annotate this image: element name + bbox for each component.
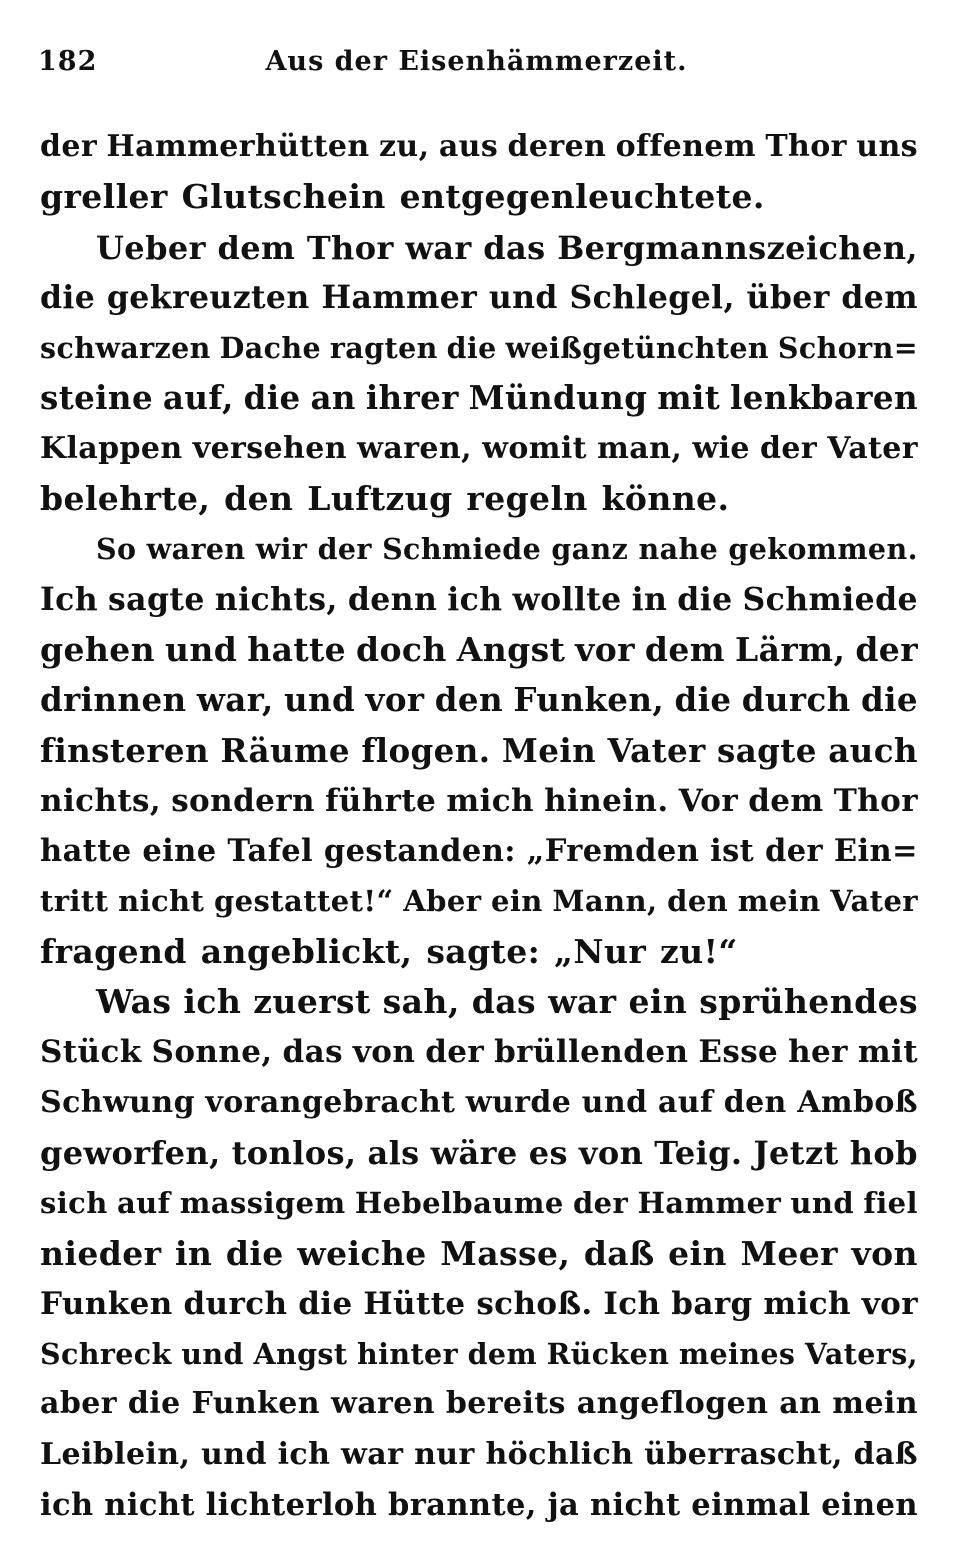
word: Schmiede <box>382 532 542 567</box>
word: in <box>631 580 668 618</box>
word: hob <box>849 1133 918 1172</box>
word: die <box>225 1233 284 1273</box>
word: Hütte <box>363 1285 466 1322</box>
word: mit <box>857 1034 918 1071</box>
text-line <box>40 273 918 323</box>
word: aber <box>40 1386 117 1422</box>
word: Vater <box>830 884 918 919</box>
word: das <box>282 1034 343 1071</box>
word: Aber <box>403 884 482 919</box>
text-line <box>40 1027 918 1077</box>
word: ich <box>277 1436 331 1472</box>
word: die <box>40 278 96 316</box>
word: der <box>317 532 372 567</box>
word: und <box>790 1186 855 1221</box>
word: tritt <box>40 884 109 919</box>
word: Was <box>96 982 172 1022</box>
word: hinein. <box>544 782 669 819</box>
word: Thor <box>306 228 394 267</box>
word: Schmiede <box>742 580 918 618</box>
word: Schorn= <box>777 331 918 366</box>
word: Mann, <box>552 884 658 919</box>
word: führte <box>325 782 437 819</box>
word: mein <box>832 1386 918 1422</box>
word: ein <box>490 884 543 919</box>
word: Angst <box>456 629 566 669</box>
word: wurde <box>465 1084 572 1120</box>
word: schoß. <box>476 1285 593 1322</box>
word: Mein <box>501 730 597 770</box>
word: nichts, <box>40 782 162 819</box>
word: doch <box>356 629 447 669</box>
word: weiche <box>297 1233 427 1273</box>
word: ihrer <box>365 378 459 418</box>
word: entgegenleuchtete. <box>399 177 765 217</box>
word: brüllenden <box>494 1034 689 1071</box>
word: sprühendes <box>699 982 918 1022</box>
word: Amboß <box>797 1084 918 1120</box>
word: den <box>667 884 729 919</box>
text-line <box>40 424 918 474</box>
word: flogen. <box>361 730 491 770</box>
word: Hebelbaume <box>354 1186 564 1221</box>
word: hatte <box>247 629 347 669</box>
word: könne. <box>601 479 730 519</box>
word: durch <box>183 1285 288 1322</box>
word: die <box>446 331 497 366</box>
word: sagte <box>108 580 205 618</box>
word: über <box>746 278 830 316</box>
word: finsteren <box>40 730 209 770</box>
word: war <box>405 228 472 267</box>
word: sah, <box>382 982 460 1022</box>
word: Esse <box>698 1034 779 1071</box>
word: Bergmannszeichen, <box>557 228 918 267</box>
page-header <box>38 46 915 86</box>
word: ja <box>547 1487 580 1524</box>
word: angeblickt, <box>200 931 413 971</box>
word: Angst <box>253 1337 348 1372</box>
word: Schreck <box>40 1337 172 1372</box>
word: daß <box>853 1436 918 1472</box>
word: Hammer <box>637 1186 782 1221</box>
word: die <box>861 680 918 720</box>
word: und <box>165 629 238 669</box>
word: weißgetünchten <box>505 331 770 366</box>
word: Vater <box>827 430 918 466</box>
word: lenkbaren <box>730 378 918 418</box>
word: und <box>488 278 558 316</box>
body-text <box>40 122 918 1530</box>
word: der <box>760 430 818 466</box>
word: der <box>572 1186 629 1221</box>
word: Schwung <box>40 1084 195 1120</box>
word: einen <box>821 1487 918 1524</box>
word: aus <box>438 129 499 164</box>
word: auf <box>657 1084 714 1120</box>
word: her <box>788 1034 848 1071</box>
word: höchlich <box>485 1436 634 1472</box>
word: Stück <box>40 1034 142 1071</box>
word: sagte <box>717 730 817 770</box>
word: belehrte, <box>40 479 211 519</box>
word: und <box>581 1084 648 1120</box>
word: „Nur <box>554 931 647 971</box>
text-line <box>40 675 918 725</box>
word: ich <box>447 580 503 618</box>
text-line <box>40 726 918 776</box>
text-line <box>40 1128 918 1178</box>
text-line <box>40 826 918 876</box>
word: greller <box>40 177 168 217</box>
word: an <box>779 1386 822 1422</box>
word: den <box>434 680 504 720</box>
word: der <box>425 1034 485 1071</box>
word: man, <box>597 430 683 466</box>
word: Lärm, <box>735 629 846 669</box>
word: auf, <box>162 378 234 418</box>
word: Luftzug <box>307 479 453 519</box>
word: womit <box>482 430 587 466</box>
word: einmal <box>691 1487 811 1524</box>
word: gekreuzten <box>106 278 310 316</box>
word: dem <box>217 228 296 267</box>
text-line <box>40 625 918 675</box>
word: vor <box>365 680 425 720</box>
word: ragten <box>329 331 438 366</box>
word: nieder <box>40 1233 162 1273</box>
word: dem <box>644 629 726 669</box>
word: hatte <box>40 833 132 870</box>
word: Rücken <box>546 1337 670 1372</box>
word: Meer <box>740 1233 838 1273</box>
word: mich <box>763 1285 851 1322</box>
word: war <box>341 1436 404 1472</box>
word: Teig. <box>654 1133 743 1172</box>
word: von <box>578 1133 644 1172</box>
word: brannte, <box>388 1487 537 1524</box>
word: durch <box>741 680 851 720</box>
word: offenem <box>615 129 756 164</box>
word: lichterloh <box>205 1487 378 1524</box>
text-line <box>40 1279 918 1329</box>
word: angeflogen <box>576 1386 769 1422</box>
word: auf <box>116 1186 171 1221</box>
word: Tafel <box>227 833 314 870</box>
word: ist <box>710 833 755 870</box>
text-line <box>40 373 918 423</box>
word: Vor <box>678 782 739 819</box>
word: nicht <box>118 884 205 919</box>
word: wie <box>692 430 750 466</box>
word: nahe <box>638 532 719 567</box>
word: wir <box>255 532 308 567</box>
word: Vater <box>607 730 706 770</box>
word: wollte <box>512 580 622 618</box>
word: zu!“ <box>660 931 738 971</box>
word: an <box>310 378 356 418</box>
word: Thor <box>765 129 847 164</box>
page-number: 182 <box>38 46 98 77</box>
word: und <box>284 680 356 720</box>
word: dem <box>841 278 918 316</box>
text-line <box>40 223 918 273</box>
word: meines <box>678 1337 796 1372</box>
text-line <box>40 1178 918 1228</box>
word: sondern <box>171 782 315 819</box>
word: die <box>677 580 733 618</box>
text-line <box>40 1379 918 1429</box>
word: auch <box>828 730 918 770</box>
word: Funken <box>40 1285 173 1322</box>
word: daß <box>583 1233 655 1273</box>
word: Vaters, <box>804 1337 918 1372</box>
word: überrascht, <box>644 1436 843 1472</box>
word: zu, <box>378 129 430 164</box>
text-line <box>40 1078 918 1128</box>
word: Ein= <box>833 833 918 870</box>
word: vor <box>575 629 635 669</box>
word: die <box>298 1285 353 1322</box>
text-line <box>40 1430 918 1480</box>
word: fiel <box>863 1186 918 1221</box>
word: schwarzen <box>40 331 211 366</box>
text-line <box>40 1480 918 1530</box>
word: sich <box>40 1186 108 1221</box>
text-line <box>40 927 918 977</box>
word: deren <box>507 129 607 164</box>
word: Hammerhütten <box>106 129 370 164</box>
word: mit <box>657 378 721 418</box>
word: Glutschein <box>181 177 386 217</box>
word: „Fremden <box>526 833 700 870</box>
text-line <box>40 575 918 625</box>
word: gestattet!“ <box>213 884 394 919</box>
word: Sonne, <box>151 1034 273 1071</box>
word: Räume <box>220 730 350 770</box>
word: gehen <box>40 629 156 669</box>
word: Ich <box>603 1285 661 1322</box>
word: dem <box>748 782 824 819</box>
word: Funken <box>191 1386 321 1422</box>
word: Ich <box>40 580 99 618</box>
word: nicht <box>589 1487 681 1524</box>
word: Hammer <box>321 278 478 316</box>
word: barg <box>671 1285 753 1322</box>
text-line <box>40 172 918 222</box>
word: die <box>127 1386 181 1422</box>
word: der <box>855 629 918 669</box>
word: nur <box>414 1436 475 1472</box>
word: Schlegel, <box>569 278 735 316</box>
word: von <box>851 1233 918 1273</box>
word: das <box>483 228 546 267</box>
word: die <box>674 680 732 720</box>
word: gestanden: <box>323 833 516 870</box>
text-line <box>40 122 918 172</box>
word: und <box>181 1337 244 1372</box>
word: uns <box>856 129 918 164</box>
word: geworfen, <box>40 1133 221 1172</box>
word: massigem <box>179 1186 346 1221</box>
word: mich <box>446 782 534 819</box>
word: ein <box>628 982 688 1022</box>
word: drinnen <box>40 680 187 720</box>
text-line <box>40 323 918 373</box>
word: Funken, <box>513 680 665 720</box>
word: den <box>224 479 294 519</box>
word: So <box>96 532 137 567</box>
word: war <box>548 982 617 1022</box>
word: nicht <box>104 1487 195 1524</box>
word: das <box>471 982 537 1022</box>
word: hinter <box>357 1337 458 1372</box>
word: ich <box>183 982 242 1022</box>
word: Leiblein, <box>40 1436 191 1472</box>
text-line <box>40 1329 918 1379</box>
word: ein <box>668 1233 727 1273</box>
word: Ueber <box>96 228 206 267</box>
word: waren, <box>357 430 472 466</box>
word: war, <box>196 680 274 720</box>
word: ich <box>40 1487 94 1524</box>
word: Jetzt <box>753 1133 839 1172</box>
word: versehen <box>192 430 347 466</box>
word: sagte: <box>426 931 541 971</box>
word: zuerst <box>253 982 371 1022</box>
word: als <box>367 1133 420 1172</box>
word: eine <box>142 833 217 870</box>
text-line <box>40 1229 918 1279</box>
word: den <box>723 1084 787 1120</box>
text-line <box>40 776 918 826</box>
word: Mündung <box>468 378 648 418</box>
word: ganz <box>551 532 629 567</box>
word: und <box>201 1436 267 1472</box>
word: Klappen <box>40 430 183 466</box>
word: fragend <box>40 931 187 971</box>
word: die <box>243 378 301 418</box>
word: es <box>528 1133 568 1172</box>
word: regeln <box>466 479 588 519</box>
word: gekommen. <box>728 532 918 567</box>
word: denn <box>347 580 438 618</box>
word: in <box>174 1233 213 1273</box>
word: mein <box>737 884 821 919</box>
word: dem <box>467 1337 537 1372</box>
text-line <box>40 876 918 926</box>
word: Thor <box>833 782 918 819</box>
text-line <box>40 977 918 1027</box>
word: waren <box>330 1386 435 1422</box>
word: vorangebracht <box>205 1084 456 1120</box>
word: waren <box>146 532 246 567</box>
word: Masse, <box>440 1233 571 1273</box>
word: vor <box>861 1285 918 1322</box>
word: Dache <box>219 331 322 366</box>
word: tonlos, <box>231 1133 357 1172</box>
text-line <box>40 474 918 524</box>
word: der <box>40 129 98 164</box>
word: bereits <box>445 1386 566 1422</box>
running-title: Aus der Eisenhämmerzeit. <box>265 46 688 77</box>
word: der <box>764 833 823 870</box>
word: nichts, <box>214 580 338 618</box>
word: von <box>352 1034 416 1071</box>
word: steine <box>40 378 154 418</box>
text-line <box>40 524 918 574</box>
word: wäre <box>430 1133 518 1172</box>
